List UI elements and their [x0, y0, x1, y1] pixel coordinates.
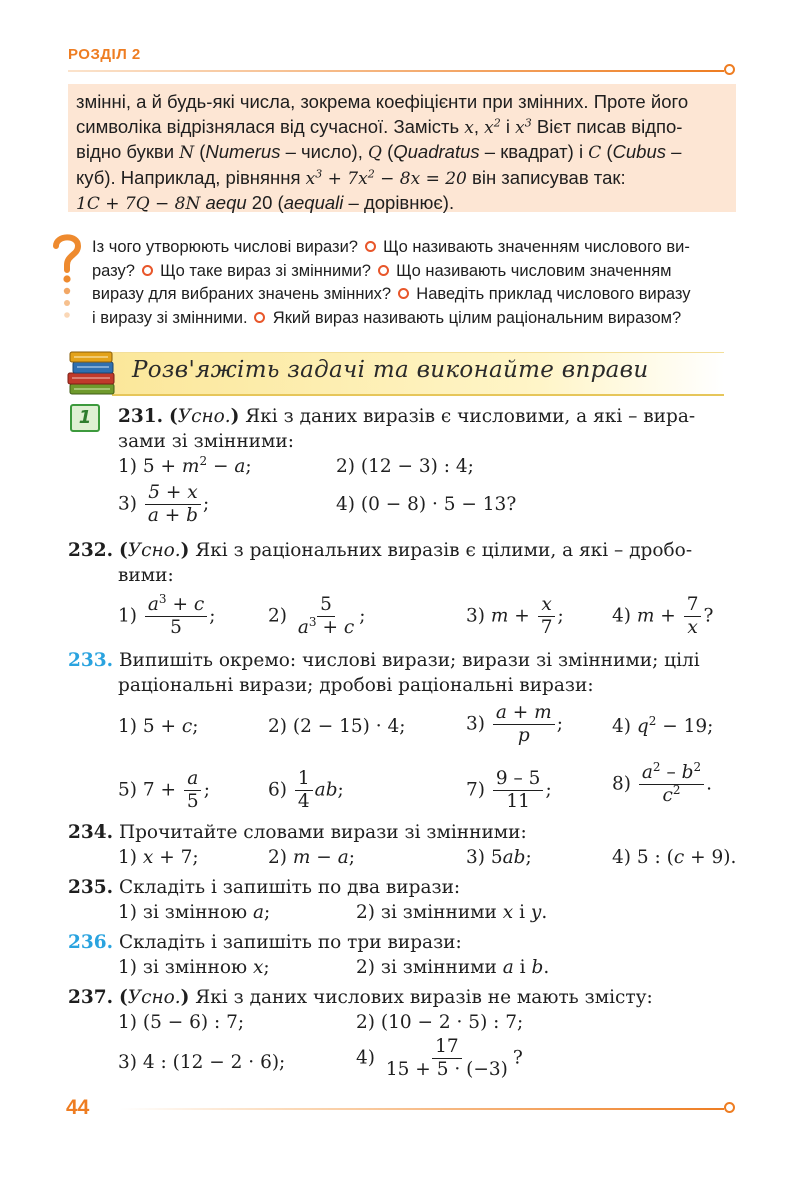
- exercise-236-item-1: 1) зі змінною x;: [118, 957, 270, 978]
- exercise-233-item-5: 5) 7 + $\frac{a}{5}$ ;: [118, 768, 210, 812]
- exercise-234-item-4: 4) 5 : (c + 9).: [612, 847, 737, 868]
- exercise-235-line-1: 235. Складіть і запишіть по два вирази:: [68, 877, 461, 898]
- fraction: $\frac{x}{7}$: [538, 594, 556, 639]
- bullet-circle-icon: [378, 265, 389, 276]
- exercise-232-line-1: 232. (Усно.) Які з раціональних виразів є цілими, а які – дробо-: [68, 540, 693, 561]
- question-mark-icon: [50, 232, 84, 322]
- exercise-237-item-4: 4) $\frac{17}{15 + 5 \cdot (-3)}$ ?: [356, 1036, 523, 1080]
- exercise-232-line-2: вими:: [118, 565, 174, 586]
- exercise-231-line-2: зами зі змінними:: [118, 431, 294, 452]
- exercise-237-line-1: 237. (Усно.) Які з даних числових виразів не мають змісту:: [68, 987, 653, 1008]
- fraction: $\frac{17}{15 + 5 \cdot (-3)}$: [385, 1036, 508, 1080]
- footer-rule: [120, 1108, 724, 1110]
- exercise-235-item-1: 1) зі змінною a;: [118, 902, 271, 923]
- exercise-233-item-3: 3) $\frac{a + m}{p}$ ;: [466, 702, 563, 746]
- fraction: $\frac{9 - 5}{11}$: [493, 768, 544, 813]
- exercise-233-line-1: 233. Випишіть окремо: числові вирази; вирази зі змінними; цілі: [68, 650, 700, 671]
- books-icon: [64, 344, 124, 400]
- exercise-237-item-3: 3) 4 : (12 − 2 · 6);: [118, 1052, 286, 1073]
- exercise-232-item-1: 1) $\frac{a^3 + c}{5}$ ;: [118, 591, 216, 638]
- exercise-231-item-2: 2) (12 − 3) : 4;: [336, 456, 474, 477]
- history-note: [68, 84, 736, 212]
- history-line-2: символіка відрізнялася від сучасної. Замість x, $x^2$ і $x^3$ Вієт писав відпо-: [76, 115, 683, 138]
- bullet-circle-icon: [142, 265, 153, 276]
- fraction: $\frac{a + m}{p}$: [493, 702, 555, 747]
- exercise-231-line-1: 231. (Усно.) Які з даних виразів є числовими, а які – вира-: [118, 406, 696, 427]
- exercise-234-item-2: 2) m − a;: [268, 847, 355, 868]
- level-badge: 1: [70, 404, 100, 432]
- history-line-3: відно букви N (Numerus – число), Q (Quadratus – квадрат) і C (Cubus –: [76, 141, 682, 163]
- exercise-235-item-2: 2) зі змінними x і y.: [356, 902, 548, 923]
- bullet-circle-icon: [365, 241, 376, 252]
- fraction: $\frac{a}{5}$: [184, 768, 202, 813]
- bullet-circle-icon: [254, 312, 265, 323]
- exercise-236-line-1: 236. Складіть і запишіть по три вирази:: [68, 932, 462, 953]
- header-rule: [68, 70, 724, 72]
- fraction: $\frac{5}{a^3 + c}$: [297, 594, 355, 638]
- exercise-232-item-4: 4) m + $\frac{7}{x}$ ?: [612, 594, 714, 638]
- exercise-233-line-2: раціональні вирази; дробові раціональні вирази:: [118, 675, 594, 696]
- control-questions: Із чого утворюють числові вирази? Що називають значенням числового ви- разу? Що таке вираз зі змінними? Що називають числовим значенням виразу для вибраних значень змінних? Наведіть приклад числового виразу і виразу зі змінними. Який вираз називають цілим раціональним виразом?: [92, 238, 691, 327]
- exercise-231-item-4: 4) (0 − 8) · 5 − 13?: [336, 494, 517, 515]
- history-line-4: куб). Наприклад, рівняння $x^3 + 7x^2 - 8x = 20$ він записував так:: [76, 166, 626, 189]
- banner-title: Розв'яжіть задачі та виконайте вправи: [132, 357, 649, 383]
- exercise-232-item-3: 3) m + $\frac{x}{7}$ ;: [466, 594, 564, 638]
- exercise-236-item-2: 2) зі змінними a і b.: [356, 957, 550, 978]
- fraction: $\frac{7}{x}$: [684, 594, 702, 639]
- header-rule-dot: [724, 64, 735, 75]
- exercise-233-item-2: 2) (2 − 15) · 4;: [268, 716, 406, 737]
- footer-rule-dot: [724, 1102, 735, 1113]
- exercise-232-item-2: 2) $\frac{5}{a^3 + c}$ ;: [268, 594, 366, 638]
- section-label: РОЗДІЛ 2: [68, 46, 141, 63]
- exercise-233-item-8: 8) $\frac{a^2 - b^2}{c^2}$ .: [612, 759, 712, 806]
- page-number: 44: [66, 1096, 90, 1119]
- exercise-233-item-6: 6) $\frac{1}{4}$ ab;: [268, 768, 344, 812]
- fraction: $\frac{a^2 - b^2}{c^2}$: [639, 762, 704, 807]
- exercise-234-item-1: 1) x + 7;: [118, 847, 199, 868]
- history-line-5: 1C + 7Q − 8N aequ 20 (aequali – дорівнює).: [76, 192, 455, 214]
- exercise-231-item-3: 3) $\frac{5 + x}{a + b}$ ;: [118, 482, 210, 526]
- exercise-237-item-1: 1) (5 − 6) : 7;: [118, 1012, 245, 1033]
- exercise-237-item-2: 2) (10 − 2 · 5) : 7;: [356, 1012, 524, 1033]
- exercise-233-item-4: 4) $q^2 - 19$;: [612, 713, 714, 737]
- exercise-233-item-1: 1) 5 + c;: [118, 716, 199, 737]
- exercise-231-item-1: 1) $5 + m^2 - a$;: [118, 453, 252, 477]
- bullet-circle-icon: [398, 288, 409, 299]
- history-line-1: змінні, а й будь-які числа, зокрема коефіцієнти при змінних. Проте його: [76, 91, 689, 112]
- exercise-234-item-3: 3) 5ab;: [466, 847, 532, 868]
- fraction: $\frac{a^3 + c}{5}$: [145, 594, 207, 639]
- exercise-233-item-7: 7) $\frac{9 - 5}{11}$ ;: [466, 768, 552, 812]
- exercise-234-line-1: 234. Прочитайте словами вирази зі змінними:: [68, 822, 527, 843]
- fraction: $\frac{5 + x}{a + b}$: [145, 482, 201, 527]
- fraction: $\frac{1}{4}$: [295, 768, 313, 813]
